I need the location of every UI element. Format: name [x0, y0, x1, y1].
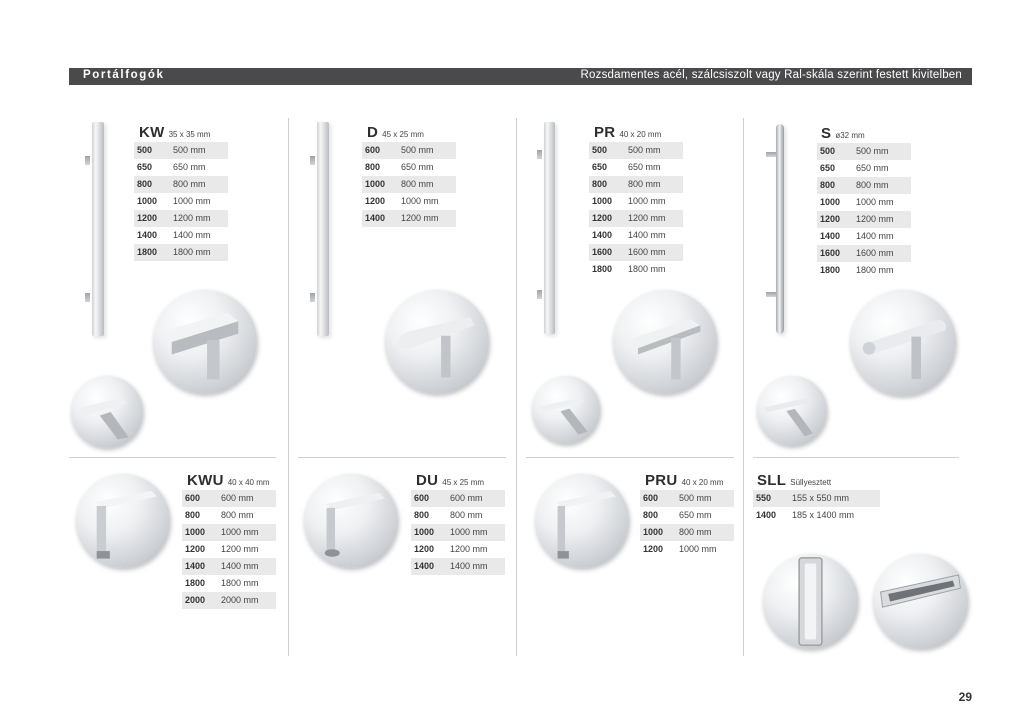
size-mm: 600 mm — [221, 490, 276, 507]
spec-row — [134, 142, 228, 159]
sll-title — [757, 472, 831, 489]
size-code: 1400 — [411, 558, 450, 575]
s-title — [821, 125, 865, 142]
header-bar — [69, 68, 972, 85]
row-divider — [69, 457, 276, 458]
size-code: 1000 — [182, 524, 221, 541]
pr-standoff-image — [537, 150, 542, 159]
size-mm: 1800 mm — [856, 265, 894, 275]
size-mm: 500 mm — [173, 142, 228, 159]
spec-row — [182, 490, 276, 507]
size-code: 1600 — [589, 244, 628, 261]
spec-row — [182, 592, 276, 609]
size-code: 1400 — [756, 510, 777, 520]
spec-row — [362, 142, 456, 159]
spec-row — [589, 227, 683, 244]
spec-row — [182, 524, 276, 541]
spec-row — [817, 143, 911, 160]
spec-row — [589, 159, 683, 176]
spec-row — [817, 245, 911, 262]
size-mm: 1000 mm — [221, 524, 276, 541]
size-mm: 800 mm — [856, 177, 911, 194]
size-code: 1800 — [185, 578, 206, 588]
product-dimension: ø32 mm — [835, 131, 865, 140]
size-mm: 650 mm — [401, 162, 434, 172]
spec-row — [411, 507, 505, 524]
s-detail-photo — [850, 290, 956, 396]
spec-row — [817, 194, 911, 211]
du-title — [416, 472, 484, 489]
s-standoff-image — [766, 292, 776, 297]
spec-row — [134, 227, 228, 244]
spec-row — [411, 524, 505, 541]
size-code: 800 — [589, 176, 628, 193]
size-mm: 1400 mm — [450, 558, 505, 575]
size-mm: 1800 mm — [221, 578, 259, 588]
du-detail-photo — [304, 474, 398, 568]
column-divider — [743, 118, 744, 656]
sll-front-photo — [763, 554, 858, 649]
size-mm: 500 mm — [401, 142, 456, 159]
kw-standoff-image — [85, 156, 90, 165]
size-mm: 1000 mm — [450, 524, 505, 541]
spec-row — [362, 159, 456, 176]
pr-spec-table — [589, 142, 683, 278]
pru-title — [645, 472, 723, 489]
s-angle-photo — [757, 376, 827, 446]
spec-row — [640, 524, 734, 541]
size-code: 650 — [137, 162, 153, 172]
product-dimension: 45 x 25 mm — [442, 478, 485, 487]
product-code: KWU — [187, 472, 224, 489]
size-code: 1200 — [365, 196, 386, 206]
size-mm: 1400 mm — [856, 231, 894, 241]
size-code: 1800 — [592, 264, 613, 274]
d-detail-photo — [385, 290, 489, 394]
size-code: 800 — [134, 176, 173, 193]
column-divider — [516, 118, 517, 656]
spec-row — [134, 193, 228, 210]
spec-row — [817, 160, 911, 177]
size-code: 800 — [365, 162, 381, 172]
product-dimension: 40 x 40 mm — [227, 478, 270, 487]
size-code: 1400 — [592, 230, 613, 240]
product-code: PRU — [645, 472, 678, 489]
spec-row — [134, 210, 228, 227]
spec-row — [411, 490, 505, 507]
size-mm: 500 mm — [679, 490, 734, 507]
section-subtitle: Rozsdamentes acél, szálcsiszolt vagy Ral-skála szerint festett kivitelben — [580, 69, 962, 81]
d-standoff-image — [310, 156, 315, 165]
product-dimension: 40 x 20 mm — [681, 478, 724, 487]
size-mm: 600 mm — [450, 490, 505, 507]
size-mm: 650 mm — [628, 162, 661, 172]
size-code: 1200 — [414, 544, 435, 554]
size-mm: 800 mm — [450, 510, 483, 520]
row-divider — [526, 457, 734, 458]
product-code: KW — [139, 124, 165, 141]
spec-row — [589, 244, 683, 261]
spec-row — [753, 490, 880, 507]
size-mm: 1200 mm — [173, 210, 228, 227]
product-code: S — [821, 125, 832, 142]
pr-handle-image — [544, 122, 555, 334]
spec-row — [411, 558, 505, 575]
du-spec-table — [411, 490, 505, 575]
product-code: PR — [594, 124, 616, 141]
size-code: 550 — [753, 490, 792, 507]
s-standoff-image — [766, 152, 776, 157]
size-code: 1800 — [820, 265, 841, 275]
size-mm: 1000 mm — [173, 196, 211, 206]
spec-row — [589, 261, 683, 278]
size-code: 1200 — [643, 544, 664, 554]
size-mm: 1200 mm — [221, 544, 259, 554]
s-handle-image — [776, 124, 784, 334]
spec-row — [817, 228, 911, 245]
product-dimension: 40 x 20 mm — [619, 130, 662, 139]
size-mm: 155 x 550 mm — [792, 490, 880, 507]
spec-row — [411, 541, 505, 558]
size-mm: 1200 mm — [401, 210, 456, 227]
size-mm: 1000 mm — [679, 544, 717, 554]
sll-angle-photo — [873, 554, 968, 649]
pr-detail-photo — [613, 290, 717, 394]
kwu-spec-table — [182, 490, 276, 609]
size-mm: 500 mm — [856, 143, 911, 160]
size-mm: 1200 mm — [856, 211, 911, 228]
size-mm: 1000 mm — [856, 197, 894, 207]
s-spec-table — [817, 143, 911, 279]
spec-row — [134, 176, 228, 193]
size-code: 600 — [362, 142, 401, 159]
pr-angle-photo — [532, 376, 600, 444]
row-divider — [753, 457, 959, 458]
size-mm: 1200 mm — [450, 544, 488, 554]
spec-row — [753, 507, 880, 524]
product-dimension: Süllyesztett — [790, 478, 832, 487]
size-code: 1000 — [592, 196, 613, 206]
size-code: 1000 — [640, 524, 679, 541]
spec-row — [182, 575, 276, 592]
size-code: 1200 — [185, 544, 206, 554]
spec-row — [589, 176, 683, 193]
product-dimension: 45 x 25 mm — [382, 130, 424, 139]
size-code: 500 — [817, 143, 856, 160]
spec-row — [589, 142, 683, 159]
size-code: 1400 — [820, 231, 841, 241]
product-code: DU — [416, 472, 439, 489]
size-code: 1200 — [589, 210, 628, 227]
column-divider — [288, 118, 289, 656]
size-code: 1400 — [182, 558, 221, 575]
spec-row — [589, 193, 683, 210]
size-code: 600 — [411, 490, 450, 507]
size-mm: 185 x 1400 mm — [792, 510, 855, 520]
sll-spec-table — [753, 490, 880, 524]
size-mm: 800 mm — [401, 176, 456, 193]
kw-detail-photo — [153, 290, 257, 394]
kw-spec-table — [134, 142, 228, 261]
size-mm: 800 mm — [173, 176, 228, 193]
pr-standoff-image — [537, 290, 542, 299]
d-standoff-image — [310, 293, 315, 302]
size-code: 1400 — [362, 210, 401, 227]
size-code: 1600 — [817, 245, 856, 262]
pru-detail-photo — [535, 474, 629, 568]
kwu-title — [187, 472, 270, 489]
spec-row — [640, 490, 734, 507]
spec-row — [362, 210, 456, 227]
kw-angle-photo — [71, 376, 143, 448]
pru-spec-table — [640, 490, 734, 558]
spec-row — [817, 177, 911, 194]
size-mm: 800 mm — [679, 524, 734, 541]
size-code: 600 — [640, 490, 679, 507]
size-mm: 800 mm — [628, 176, 683, 193]
row-divider — [298, 457, 506, 458]
size-mm: 1400 mm — [628, 230, 666, 240]
size-mm: 650 mm — [856, 163, 889, 173]
size-code: 1000 — [820, 197, 841, 207]
size-mm: 800 mm — [221, 510, 254, 520]
size-mm: 1000 mm — [628, 196, 666, 206]
d-handle-image — [317, 122, 329, 336]
spec-row — [640, 541, 734, 558]
size-mm: 1400 mm — [173, 230, 211, 240]
size-code: 800 — [817, 177, 856, 194]
spec-row — [182, 541, 276, 558]
size-code: 800 — [185, 510, 201, 520]
size-code: 650 — [592, 162, 608, 172]
size-code: 600 — [182, 490, 221, 507]
kw-standoff-image — [85, 293, 90, 302]
size-code: 1400 — [137, 230, 158, 240]
section-title: Portálfogók — [83, 69, 165, 81]
kwu-detail-photo — [76, 474, 170, 568]
product-dimension: 35 x 35 mm — [168, 130, 211, 139]
size-mm: 1800 mm — [628, 264, 666, 274]
size-code: 1800 — [134, 244, 173, 261]
spec-row — [362, 176, 456, 193]
size-code: 1000 — [137, 196, 158, 206]
spec-row — [817, 262, 911, 279]
size-mm: 2000 mm — [221, 592, 276, 609]
d-title — [367, 124, 424, 141]
spec-row — [182, 558, 276, 575]
page-number: 29 — [958, 690, 972, 704]
spec-row — [362, 193, 456, 210]
size-code: 650 — [820, 163, 836, 173]
size-code: 1200 — [134, 210, 173, 227]
size-code: 800 — [414, 510, 430, 520]
size-code: 500 — [589, 142, 628, 159]
size-code: 500 — [134, 142, 173, 159]
size-mm: 1600 mm — [628, 244, 683, 261]
size-code: 1200 — [817, 211, 856, 228]
size-code: 1000 — [362, 176, 401, 193]
d-spec-table — [362, 142, 456, 227]
spec-row — [134, 244, 228, 261]
size-mm: 1000 mm — [401, 196, 439, 206]
spec-row — [817, 211, 911, 228]
spec-row — [182, 507, 276, 524]
spec-row — [134, 159, 228, 176]
size-mm: 1400 mm — [221, 558, 276, 575]
size-mm: 1600 mm — [856, 245, 911, 262]
size-code: 800 — [643, 510, 659, 520]
product-code: D — [367, 124, 379, 141]
spec-row — [640, 507, 734, 524]
pr-title — [594, 124, 661, 141]
spec-row — [589, 210, 683, 227]
size-code: 1000 — [411, 524, 450, 541]
kw-handle-image — [92, 122, 104, 336]
size-mm: 650 mm — [679, 510, 712, 520]
size-code: 2000 — [182, 592, 221, 609]
size-mm: 1200 mm — [628, 210, 683, 227]
size-mm: 650 mm — [173, 162, 206, 172]
product-code: SLL — [757, 472, 787, 489]
size-mm: 1800 mm — [173, 244, 228, 261]
kw-title — [139, 124, 210, 141]
size-mm: 500 mm — [628, 142, 683, 159]
